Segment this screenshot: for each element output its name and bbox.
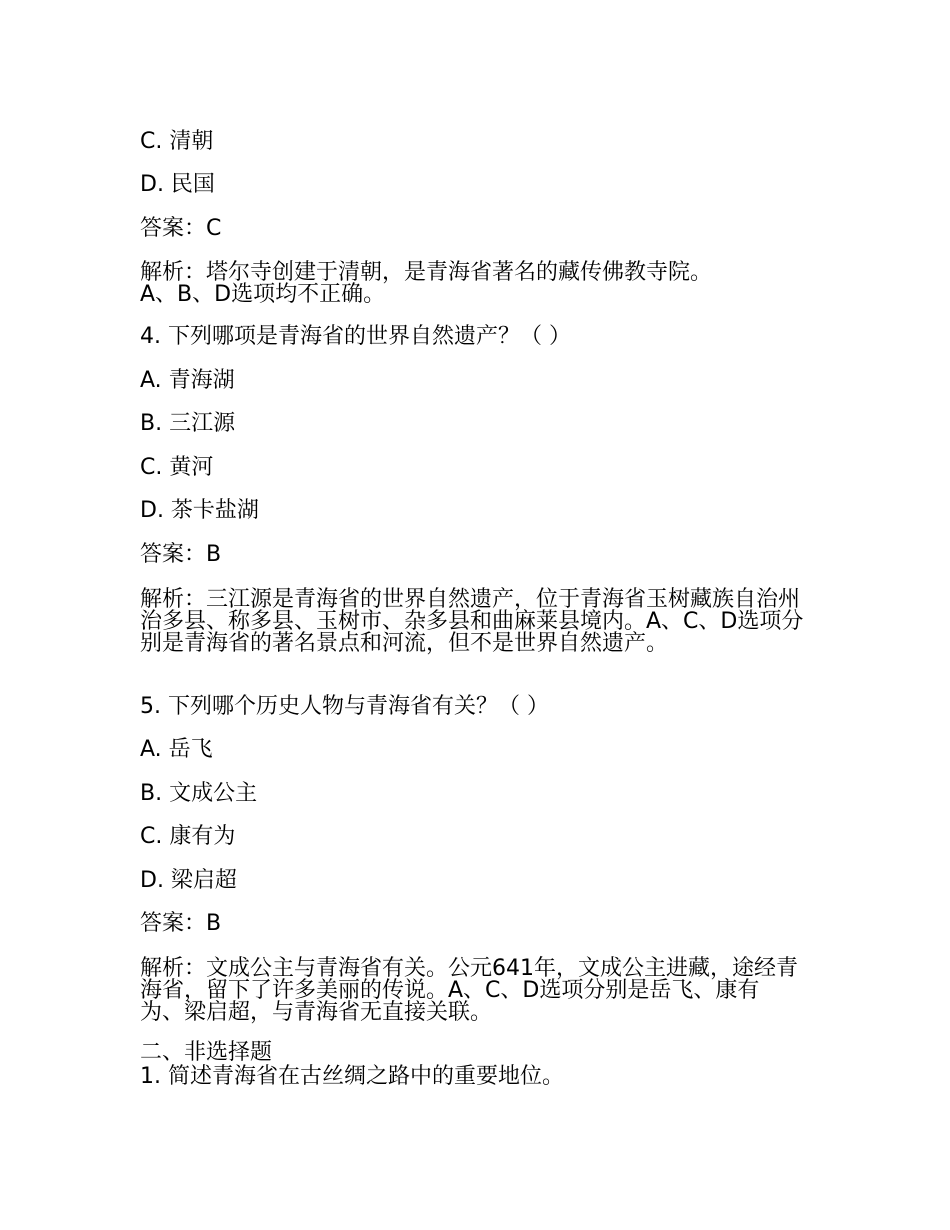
- q4-option-c: C. 黄河: [140, 455, 214, 480]
- q4-option-b: B. 三江源: [140, 411, 236, 436]
- q3-option-c: C. 清朝: [140, 129, 214, 154]
- q3-analysis: 解析：塔尔寺创建于清朝，是青海省著名的藏传佛教寺院。A、B、D选项均不正确。: [140, 260, 713, 307]
- q5-question: 5. 下列哪个历史人物与青海省有关？（ ）: [140, 694, 549, 719]
- q5-answer: 答案：B: [140, 911, 222, 936]
- q4-question: 4. 下列哪项是青海省的世界自然遗产？（ ）: [140, 324, 571, 349]
- q5-option-c: C. 康有为: [140, 824, 236, 849]
- section-heading: 二、非选择题: [140, 1040, 273, 1065]
- q3-option-d: D. 民国: [140, 172, 215, 197]
- q4-option-d: D. 茶卡盐湖: [140, 498, 259, 523]
- q3-answer: 答案：C: [140, 216, 222, 241]
- q5-option-a: A. 岳飞: [140, 737, 213, 762]
- q5-option-d: D. 梁启超: [140, 868, 237, 893]
- q5-option-b: B. 文成公主: [140, 781, 258, 806]
- q4-answer: 答案：B: [140, 542, 222, 567]
- q5-analysis: 解析：文成公主与青海省有关。公元641年，文成公主进藏，途经青海省，留下了许多美丽的传说。A、C、D选项分别是岳飞、康有为、梁启超，与青海省无直接关联。: [140, 956, 798, 1025]
- section2-q1: 1. 简述青海省在古丝绸之路中的重要地位。: [140, 1064, 564, 1089]
- q4-analysis: 解析：三江源是青海省的世界自然遗产，位于青海省玉树藏族自治州治多县、称多县、玉树市、杂多县和曲麻莱县境内。A、C、D选项分别是青海省的著名景点和河流，但不是世界自然遗产。: [140, 587, 804, 656]
- q4-option-a: A. 青海湖: [140, 368, 235, 393]
